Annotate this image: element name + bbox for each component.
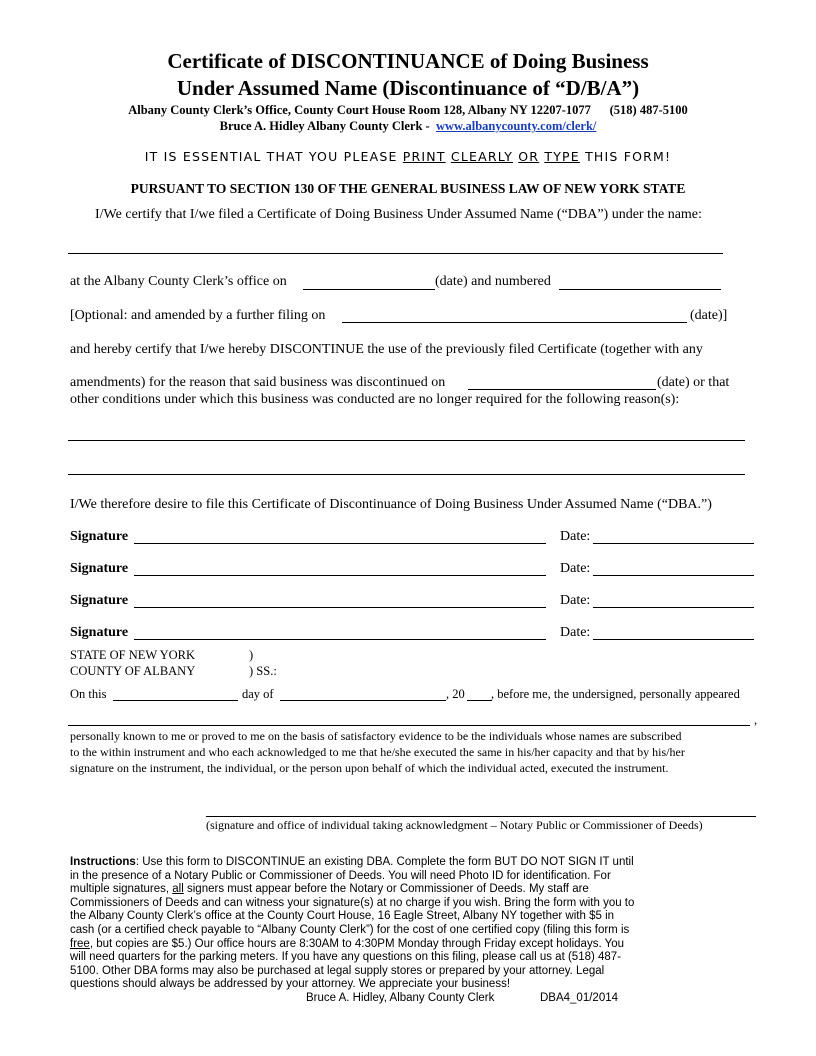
signature-label-3: Signature <box>70 593 129 608</box>
appeared-name-field[interactable] <box>68 725 750 726</box>
instructions-all: all <box>172 883 184 896</box>
filed-date-field[interactable] <box>303 289 435 290</box>
year-prefix-label: , 20 <box>446 687 465 701</box>
instructions-clerk: Bruce A. Hidley, Albany County Clerk <box>306 992 495 1004</box>
notary-state: STATE OF NEW YORK <box>70 648 196 662</box>
on-this-label: On this <box>70 687 107 701</box>
amendments-date-label: (date) or that <box>657 375 730 390</box>
conditions-line: other conditions under which this business was conducted are no longer required for the following reason(s): <box>70 392 680 407</box>
instructions-free: free <box>70 937 90 950</box>
clerk-line <box>0 119 816 134</box>
discontinue-line: and hereby certify that I/we hereby DISCONTINUE the use of the previously filed Certificate (together with any <box>70 342 703 357</box>
office-address <box>0 103 816 118</box>
notary-year-field[interactable] <box>467 700 492 701</box>
date-label-3: Date: <box>560 593 591 608</box>
certify-line: I/We certify that I/we filed a Certificate of Doing Business Under Assumed Name (“DBA”) under the name: <box>95 207 702 222</box>
notary-paragraph-3: signature on the instrument, the individual, or the person upon behalf of which the individual acted, executed the instrument. <box>70 761 669 775</box>
form-id: DBA4_01/2014 <box>540 992 619 1004</box>
date-label-4: Date: <box>560 625 591 640</box>
date-field-2[interactable] <box>593 575 754 576</box>
essential-part2: THIS FORM! <box>585 149 672 164</box>
filing-number-field[interactable] <box>559 289 721 290</box>
discontinued-date-field[interactable] <box>468 389 656 390</box>
reason-field-2[interactable] <box>68 474 745 475</box>
essential-notice <box>0 149 816 164</box>
date-label-1: Date: <box>560 529 591 544</box>
date-field-1[interactable] <box>593 543 754 544</box>
instructions-text-2: signers must appear before the Notary or Commissioner of Deeds. My staff are Commissioners of Deeds and can witness your signature(s) at no charge if you wish. Bring the form with you to the Albany County Clerk’s office at the County Court House, 16 Eagle Street, Albany NY together with $5 in cash (or a certified check payable to “Albany County Clerk”) for the cost of one certified copy (filing this form is <box>70 883 635 936</box>
office-phone: (518) 487-5100 <box>609 103 688 117</box>
form-title-line2: Under Assumed Name (Discontinuance of “D/B/A”) <box>176 76 640 100</box>
notary-day-field[interactable] <box>113 700 238 701</box>
notary-ss: ) SS.: <box>249 664 277 678</box>
optional-date-label: (date)] <box>690 308 728 323</box>
signature-field-2[interactable] <box>134 575 546 576</box>
website-link[interactable]: www.albanycounty.com/clerk/ <box>435 119 597 133</box>
filed-date-label: (date) and numbered <box>435 274 551 289</box>
office-address-text: Albany County Clerk’s Office, County Court House Room 128, Albany NY 12207-1077 <box>128 103 591 117</box>
before-me-label: , before me, the undersigned, personally appeared <box>491 687 740 701</box>
notary-paren: ) <box>249 648 254 662</box>
date-field-4[interactable] <box>593 639 754 640</box>
instructions-text-3: , but copies are $5.) Our office hours are 8:30AM to 4:30PM Monday through Friday except holidays. You will need quarters for the parking meters. If you have any questions on this filing, please call us at (518) 487-5100. Other DBA forms may also be purchased at legal supply stores or prepared by your attorney. Legal questions should always be addressed by your attorney. We appreciate your business! <box>70 937 625 991</box>
appeared-comma: , <box>754 713 758 727</box>
essential-type: TYPE <box>544 149 580 164</box>
signature-label-2: Signature <box>70 561 129 576</box>
notary-county: COUNTY OF ALBANY <box>70 664 196 678</box>
day-of-label: day of <box>242 687 274 701</box>
reason-field-1[interactable] <box>68 440 745 441</box>
business-name-field[interactable] <box>68 253 723 254</box>
amended-date-field[interactable] <box>342 322 687 323</box>
signature-field-4[interactable] <box>134 639 546 640</box>
instructions-label: Instructions <box>70 856 136 868</box>
filed-at-label: at the Albany County Clerk’s office on <box>70 274 287 289</box>
instructions-text-1: : Use this form to DISCONTINUE an existing DBA. Complete the form BUT DO NOT SIGN IT until in the presence of a Notary Public or Commissioner of Deeds. You will need Photo ID for identification. For multiple signatures, <box>70 856 634 896</box>
desire-line: I/We therefore desire to file this Certificate of Discontinuance of Doing Business Under Assumed Name (“DBA.”) <box>70 497 712 512</box>
notary-paragraph-2: to the within instrument and who each acknowledged to me that he/she executed the same in his/her capacity and that by his/her <box>70 745 685 759</box>
notary-signature-caption: (signature and office of individual taking acknowledgment – Notary Public or Commissioner of Deeds) <box>206 818 703 832</box>
notary-month-field[interactable] <box>280 700 446 701</box>
notary-signature-field[interactable] <box>206 816 756 817</box>
date-label-2: Date: <box>560 561 591 576</box>
pursuant-heading: PURSUANT TO SECTION 130 OF THE GENERAL BUSINESS LAW OF NEW YORK STATE <box>130 181 686 196</box>
signature-label-4: Signature <box>70 625 129 640</box>
essential-or: OR <box>518 149 540 164</box>
notary-paragraph-1: personally known to me or proved to me on the basis of satisfactory evidence to be the individuals whose names are subscribed <box>70 729 682 743</box>
signature-label-1: Signature <box>70 529 129 544</box>
amendments-label: amendments) for the reason that said business was discontinued on <box>70 375 446 390</box>
essential-print: PRINT <box>402 149 446 164</box>
optional-label: [Optional: and amended by a further filing on <box>70 308 326 323</box>
essential-clearly: CLEARLY <box>450 149 514 164</box>
signature-field-1[interactable] <box>134 543 546 544</box>
date-field-3[interactable] <box>593 607 754 608</box>
essential-part1: IT IS ESSENTIAL THAT YOU PLEASE <box>144 149 398 164</box>
clerk-name: Bruce A. Hidley Albany County Clerk - <box>219 119 430 133</box>
signature-field-3[interactable] <box>134 607 546 608</box>
form-title-line1: Certificate of DISCONTINUANCE of Doing Business <box>167 49 649 73</box>
instructions-block <box>70 856 636 992</box>
